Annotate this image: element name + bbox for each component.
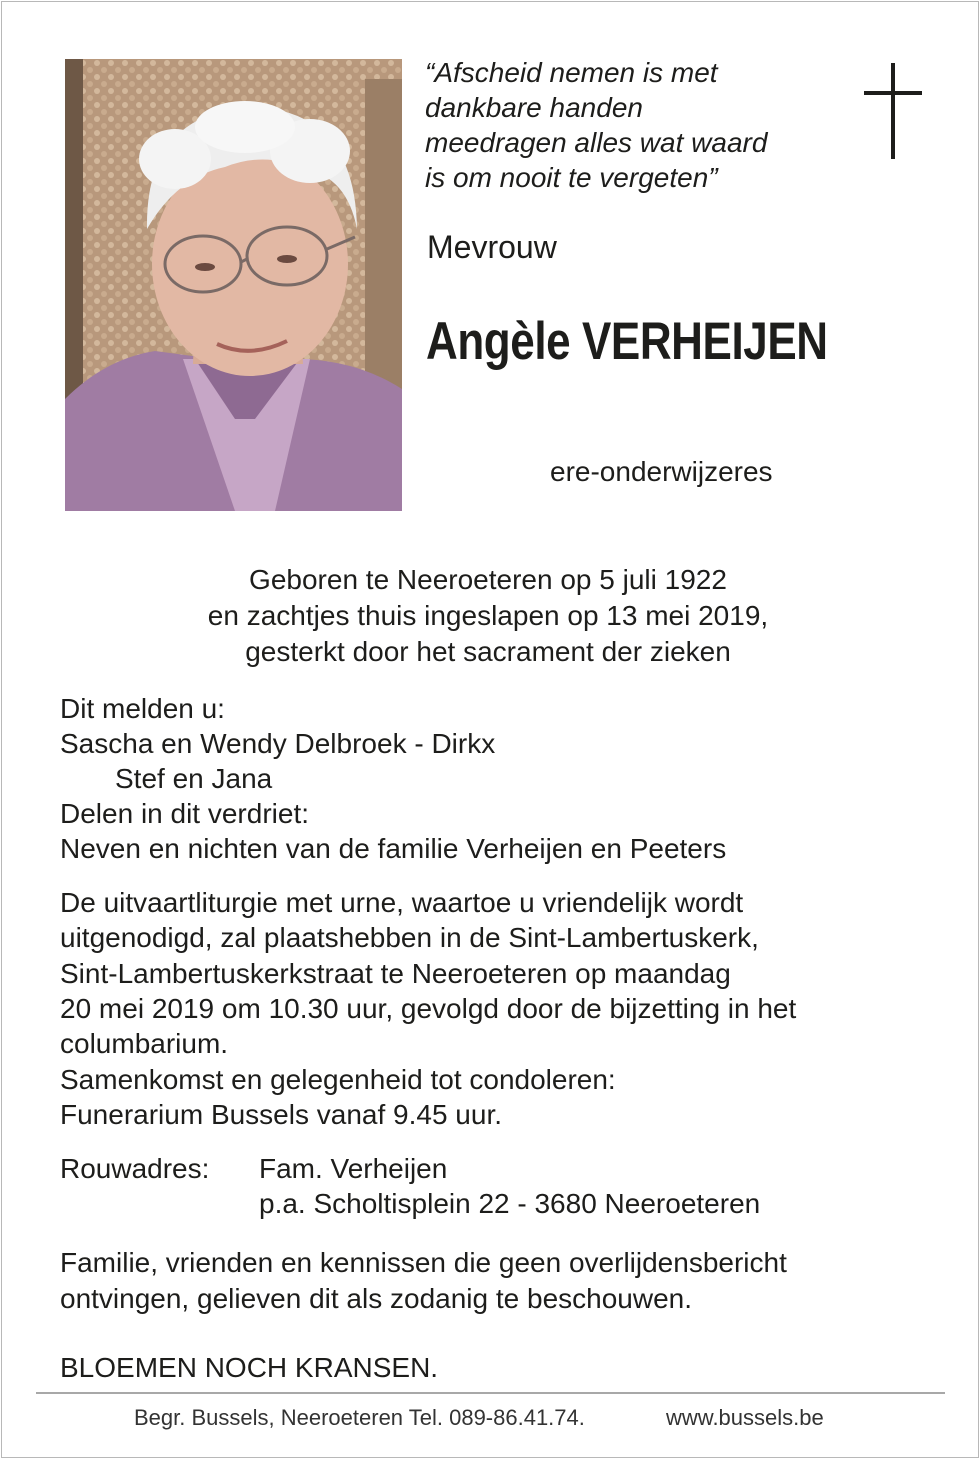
share-family: Neven en nichten van de familie Verheijen en Peeters xyxy=(60,833,727,864)
funeral-line: uitgenodigd, zal plaatshebben in de Sint-Lambertuskerk, xyxy=(60,922,759,953)
profession: ere-onderwijzeres xyxy=(550,456,773,487)
life-dates xyxy=(0,562,976,670)
flowers-notice: BLOEMEN NOCH KRANSEN. xyxy=(60,1352,439,1383)
share-intro: Delen in dit verdriet: xyxy=(60,798,310,829)
address-label: Rouwadres: xyxy=(60,1153,210,1184)
website-link[interactable]: www.bussels.be xyxy=(666,1405,824,1430)
footer-divider xyxy=(36,1392,945,1394)
deceased-name: Angèle VERHEIJEN xyxy=(426,312,828,371)
quote-line: “Afscheid nemen is met xyxy=(425,57,718,88)
funeral-line: 20 mei 2019 om 10.30 uur, gevolgd door de bijzetting in het xyxy=(60,993,797,1024)
notice-line: ontvingen, gelieven dit als zodanig te beschouwen. xyxy=(60,1283,692,1314)
funeral-line: columbarium. xyxy=(60,1028,229,1059)
funeral-line: Funerarium Bussels vanaf 9.45 uur. xyxy=(60,1099,503,1130)
life-dates-line: en zachtjes thuis ingeslapen op 13 mei 2019, xyxy=(207,600,769,631)
notice-line: Familie, vrienden en kennissen die geen overlijdensbericht xyxy=(60,1247,787,1278)
family-line: Stef en Jana xyxy=(115,763,273,794)
undertaker-info: Begr. Bussels, Neeroeteren Tel. 089-86.41.74. xyxy=(134,1405,585,1430)
life-dates-line: gesterkt door het sacrament der zieken xyxy=(245,636,731,667)
address-line: Fam. Verheijen xyxy=(259,1153,448,1184)
quote-line: dankbare handen xyxy=(425,92,643,123)
funeral-line: Samenkomst en gelegenheid tot condoleren: xyxy=(60,1064,616,1095)
opening-quote xyxy=(425,55,767,195)
latin-cross-icon xyxy=(864,63,922,159)
honorific: Mevrouw xyxy=(427,229,557,265)
address-line: p.a. Scholtisplein 22 - 3680 Neeroeteren xyxy=(259,1188,761,1219)
funeral-line: De uitvaartliturgie met urne, waartoe u vriendelijk wordt xyxy=(60,887,744,918)
funeral-line: Sint-Lambertuskerkstraat te Neeroeteren op maandag xyxy=(60,958,731,989)
quote-line: meedragen alles wat waard xyxy=(425,127,768,158)
quote-line: is om nooit te vergeten” xyxy=(425,162,718,193)
life-dates-line: Geboren te Neeroeteren op 5 juli 1922 xyxy=(249,564,727,595)
portrait-photo xyxy=(65,59,402,511)
announce-intro: Dit melden u: xyxy=(60,693,225,724)
family-line: Sascha en Wendy Delbroek - Dirkx xyxy=(60,728,496,759)
